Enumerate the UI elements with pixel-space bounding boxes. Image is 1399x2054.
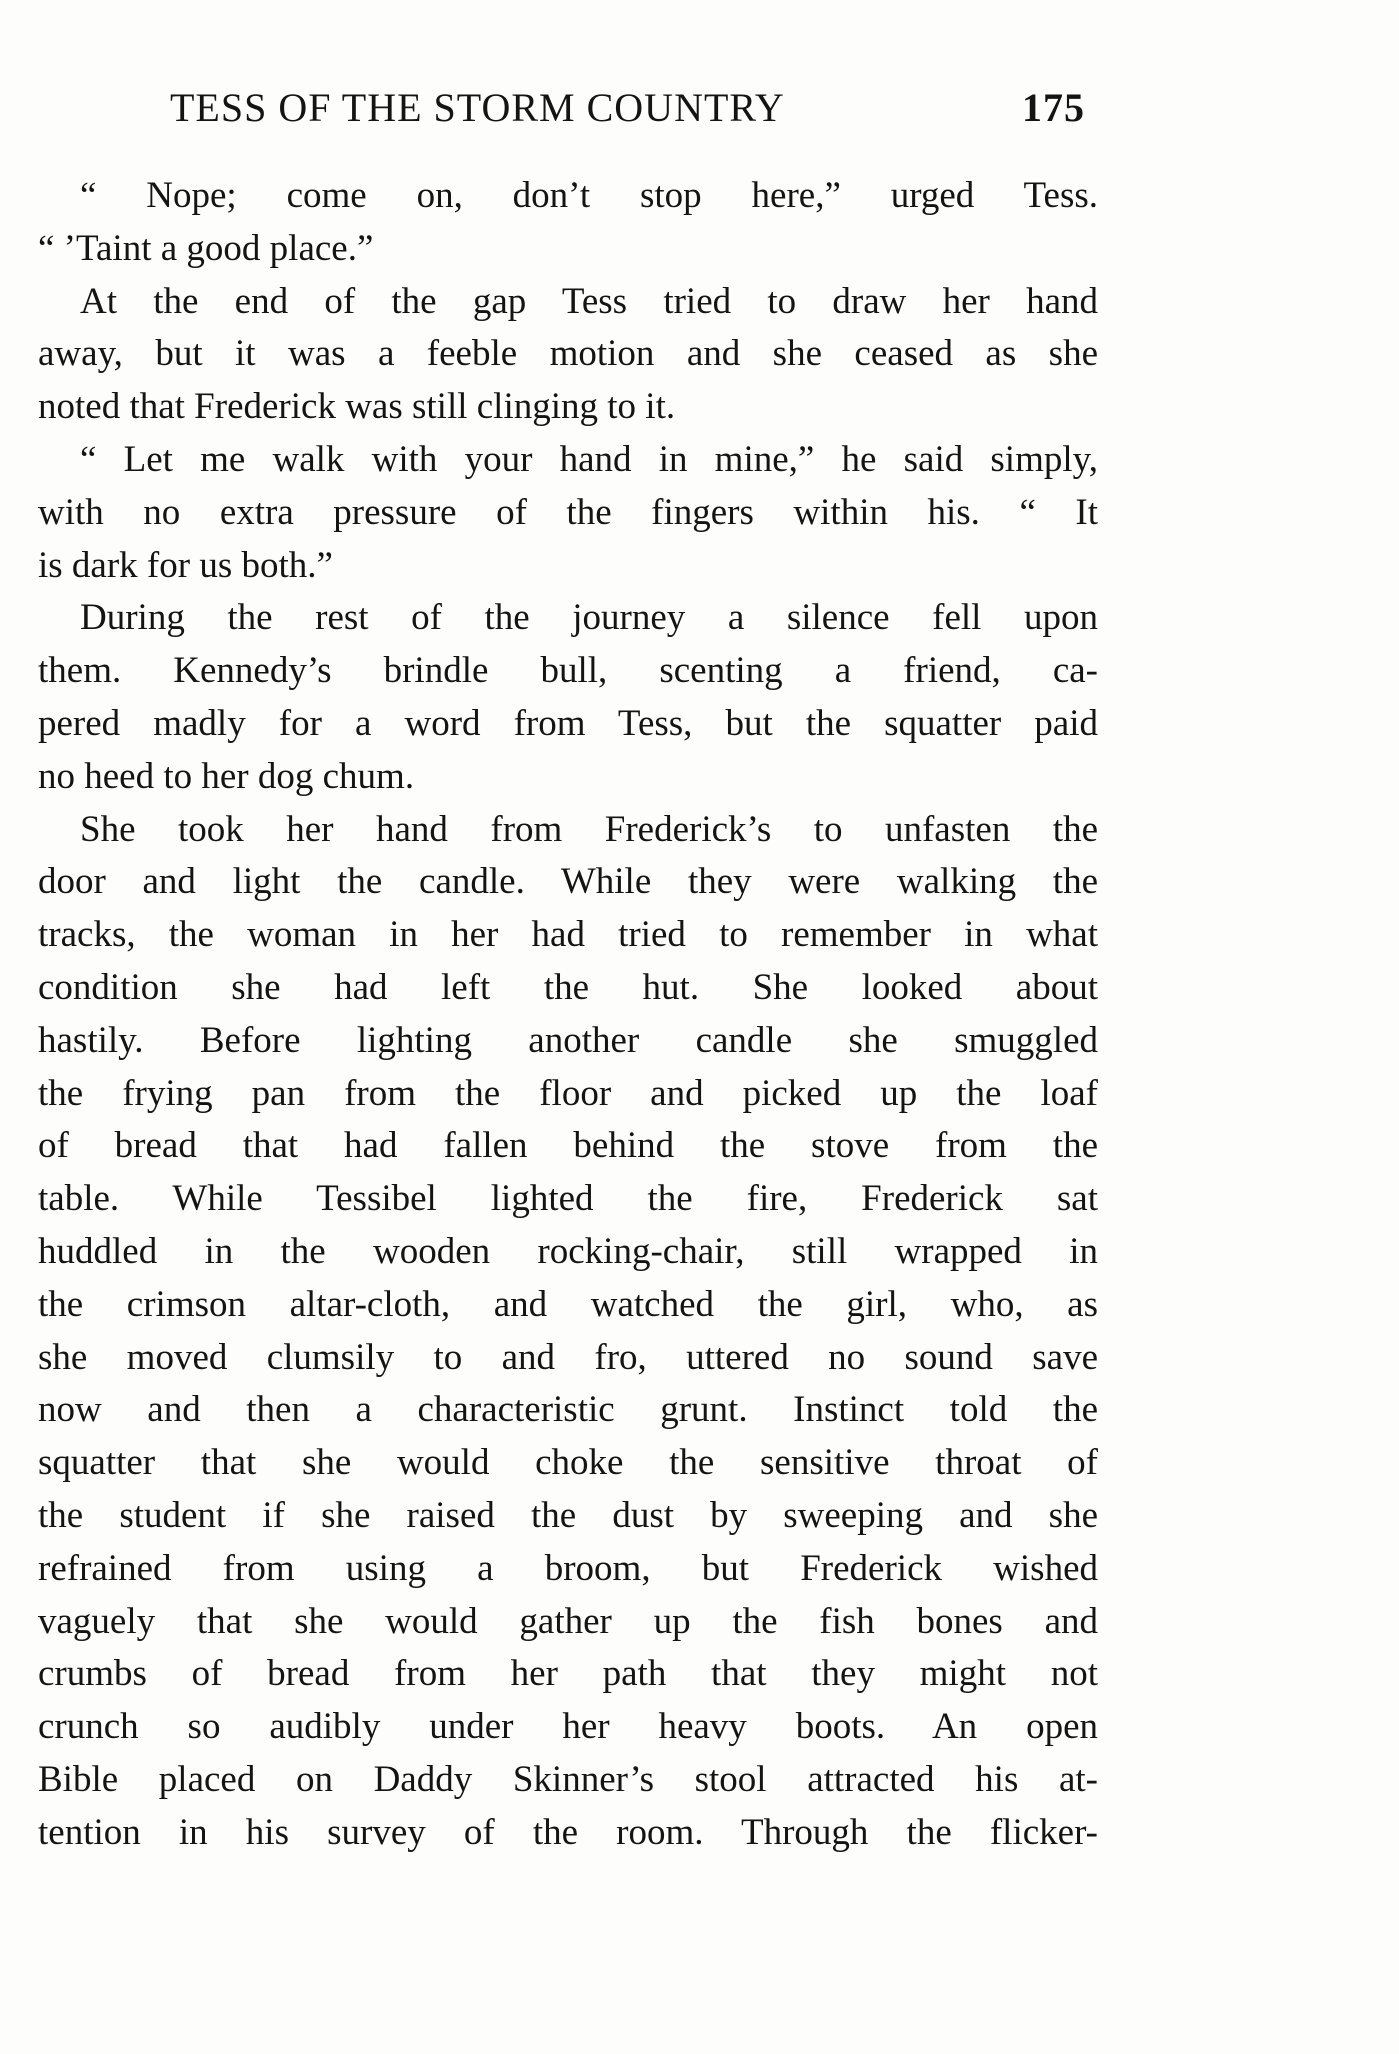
text-line: she moved clumsily to and fro, uttered no sound save [38,1336,1098,1378]
text-line: table. While Tessibel lighted the fire, Frederick sat [38,1178,1098,1220]
text-line: condition she had left the hut. She looked about [38,966,1098,1008]
text-line: tention in his survey of the room. Through the flicker- [38,1811,1098,1853]
text-line: “ ’Taint a good place.” [38,227,374,269]
text-line: the crimson altar-cloth, and watched the girl, who, as [38,1283,1098,1325]
text-line: tracks, the woman in her had tried to remember in what [38,914,1098,956]
text-line: crumbs of bread from her path that they might not [38,1653,1098,1695]
text-line: of bread that had fallen behind the stove from the [38,1125,1098,1167]
text-line: them. Kennedy’s brindle bull, scenting a friend, ca- [38,650,1098,692]
text-line: the student if she raised the dust by sweeping and she [38,1494,1098,1536]
text-line: pered madly for a word from Tess, but the squatter paid [38,702,1098,744]
text-line: At the end of the gap Tess tried to draw her hand [80,280,1098,322]
text-line: vaguely that she would gather up the fish bones and [38,1600,1098,1642]
text-line: She took her hand from Frederick’s to unfasten the [80,808,1098,850]
text-line: “ Let me walk with your hand in mine,” he said simply, [80,438,1098,480]
text-line: with no extra pressure of the fingers within his. “ It [38,491,1098,533]
page-number: 175 [1022,85,1085,130]
text-line: away, but it was a feeble motion and she ceased as she [38,333,1098,375]
running-head [170,84,1085,132]
text-line: refrained from using a broom, but Frederick wished [38,1547,1098,1589]
text-line: noted that Frederick was still clinging to it. [38,386,676,428]
text-line: now and then a characteristic grunt. Instinct told the [38,1389,1098,1431]
text-line: “ Nope; come on, don’t stop here,” urged Tess. [80,175,1098,216]
text-line: the frying pan from the floor and picked up the loaf [38,1072,1098,1114]
text-line: crunch so audibly under her heavy boots. An open [38,1706,1098,1748]
text-line: During the rest of the journey a silence fell upon [80,597,1098,639]
text-line: huddled in the wooden rocking-chair, still wrapped in [38,1230,1098,1272]
text-line: door and light the candle. While they were walking the [38,861,1098,903]
text-line: squatter that she would choke the sensitive throat of [38,1442,1098,1484]
running-title: TESS OF THE STORM COUNTRY [170,85,785,130]
body-text [38,170,1098,1860]
text-line: no heed to her dog chum. [38,755,415,797]
text-line: Bible placed on Daddy Skinner’s stool attracted his at- [38,1758,1098,1800]
text-line: hastily. Before lighting another candle she smuggled [38,1019,1098,1061]
text-line: is dark for us both.” [38,544,333,586]
